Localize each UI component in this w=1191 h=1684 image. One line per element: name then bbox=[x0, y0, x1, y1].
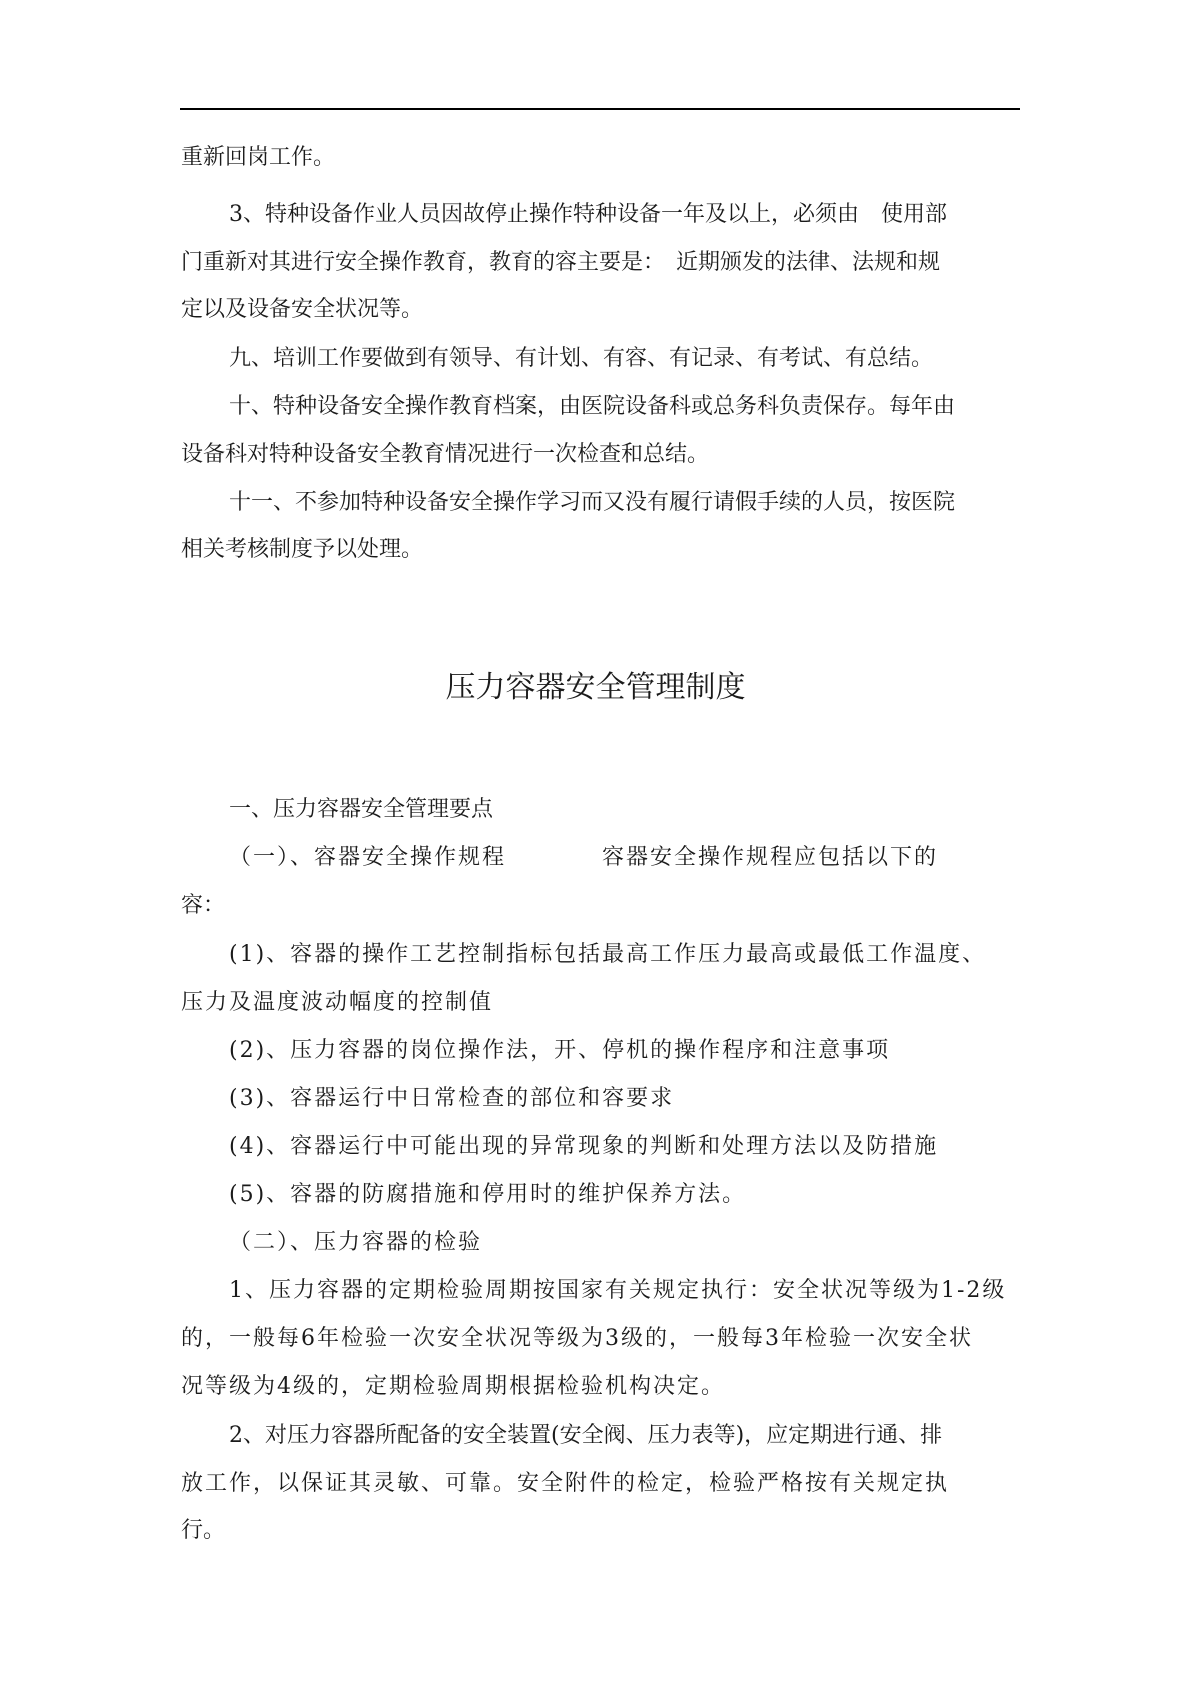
paragraph-line: 3、特种设备作业人员因故停止操作特种设备一年及以上，必须由 使用部 bbox=[229, 202, 947, 227]
paragraph-line: 容： bbox=[181, 893, 226, 918]
list-item: (2)、压力容器的岗位操作法，开、停机的操作程序和注意事项 bbox=[229, 1038, 891, 1063]
paragraph-line: 压力及温度波动幅度的控制值 bbox=[181, 990, 494, 1015]
paragraph-line: 2、对压力容器所配备的安全装置(安全阀、压力表等)，应定期进行通、排 bbox=[229, 1423, 943, 1448]
list-item: (1)、容器的操作工艺控制指标包括最高工作压力最高或最低工作温度、 bbox=[229, 942, 987, 967]
paragraph-line: 定以及设备安全状况等。 bbox=[181, 297, 424, 322]
list-item: (4)、容器运行中可能出现的异常现象的判断和处理方法以及防措施 bbox=[229, 1134, 939, 1159]
paragraph-line: 放工作，以保证其灵敏、可靠。安全附件的检定，检验严格按有关规定执 bbox=[181, 1471, 950, 1496]
subsection-heading: （一）、容器安全操作规程 容器安全操作规程应包括以下的 bbox=[229, 845, 939, 870]
paragraph-line: 况等级为4级的，定期检验周期根据检验机构决定。 bbox=[181, 1374, 725, 1399]
paragraph-line: 相关考核制度予以处理。 bbox=[181, 537, 424, 562]
paragraph-line: 九、培训工作要做到有领导、有计划、有容、有记录、有考试、有总结。 bbox=[229, 346, 934, 371]
subsection-heading: （二）、压力容器的检验 bbox=[229, 1230, 483, 1255]
paragraph-line: 十、特种设备安全操作教育档案，由医院设备科或总务科负责保存。每年由 bbox=[229, 394, 956, 419]
paragraph-line: 1、压力容器的定期检验周期按国家有关规定执行：安全状况等级为1-2级 bbox=[229, 1278, 1007, 1303]
list-item: (3)、容器运行中日常检查的部位和容要求 bbox=[229, 1086, 675, 1111]
document-title: 压力容器安全管理制度 bbox=[445, 670, 746, 705]
section-heading: 一、压力容器安全管理要点 bbox=[229, 797, 494, 822]
list-item: (5)、容器的防腐措施和停用时的维护保养方法。 bbox=[229, 1182, 747, 1207]
paragraph-line: 重新回岗工作。 bbox=[181, 145, 336, 170]
paragraph-line: 行。 bbox=[181, 1518, 226, 1543]
paragraph-line: 十一、不参加特种设备安全操作学习而又没有履行请假手续的人员，按医院 bbox=[229, 490, 956, 515]
paragraph-line: 设备科对特种设备安全教育情况进行一次检查和总结。 bbox=[181, 442, 710, 467]
paragraph-line: 的，一般每6年检验一次安全状况等级为3级的，一般每3年检验一次安全状 bbox=[181, 1326, 973, 1351]
header-rule bbox=[180, 108, 1020, 110]
paragraph-line: 门重新对其进行安全操作教育，教育的容主要是： 近期颁发的法律、法规和规 bbox=[181, 250, 941, 275]
